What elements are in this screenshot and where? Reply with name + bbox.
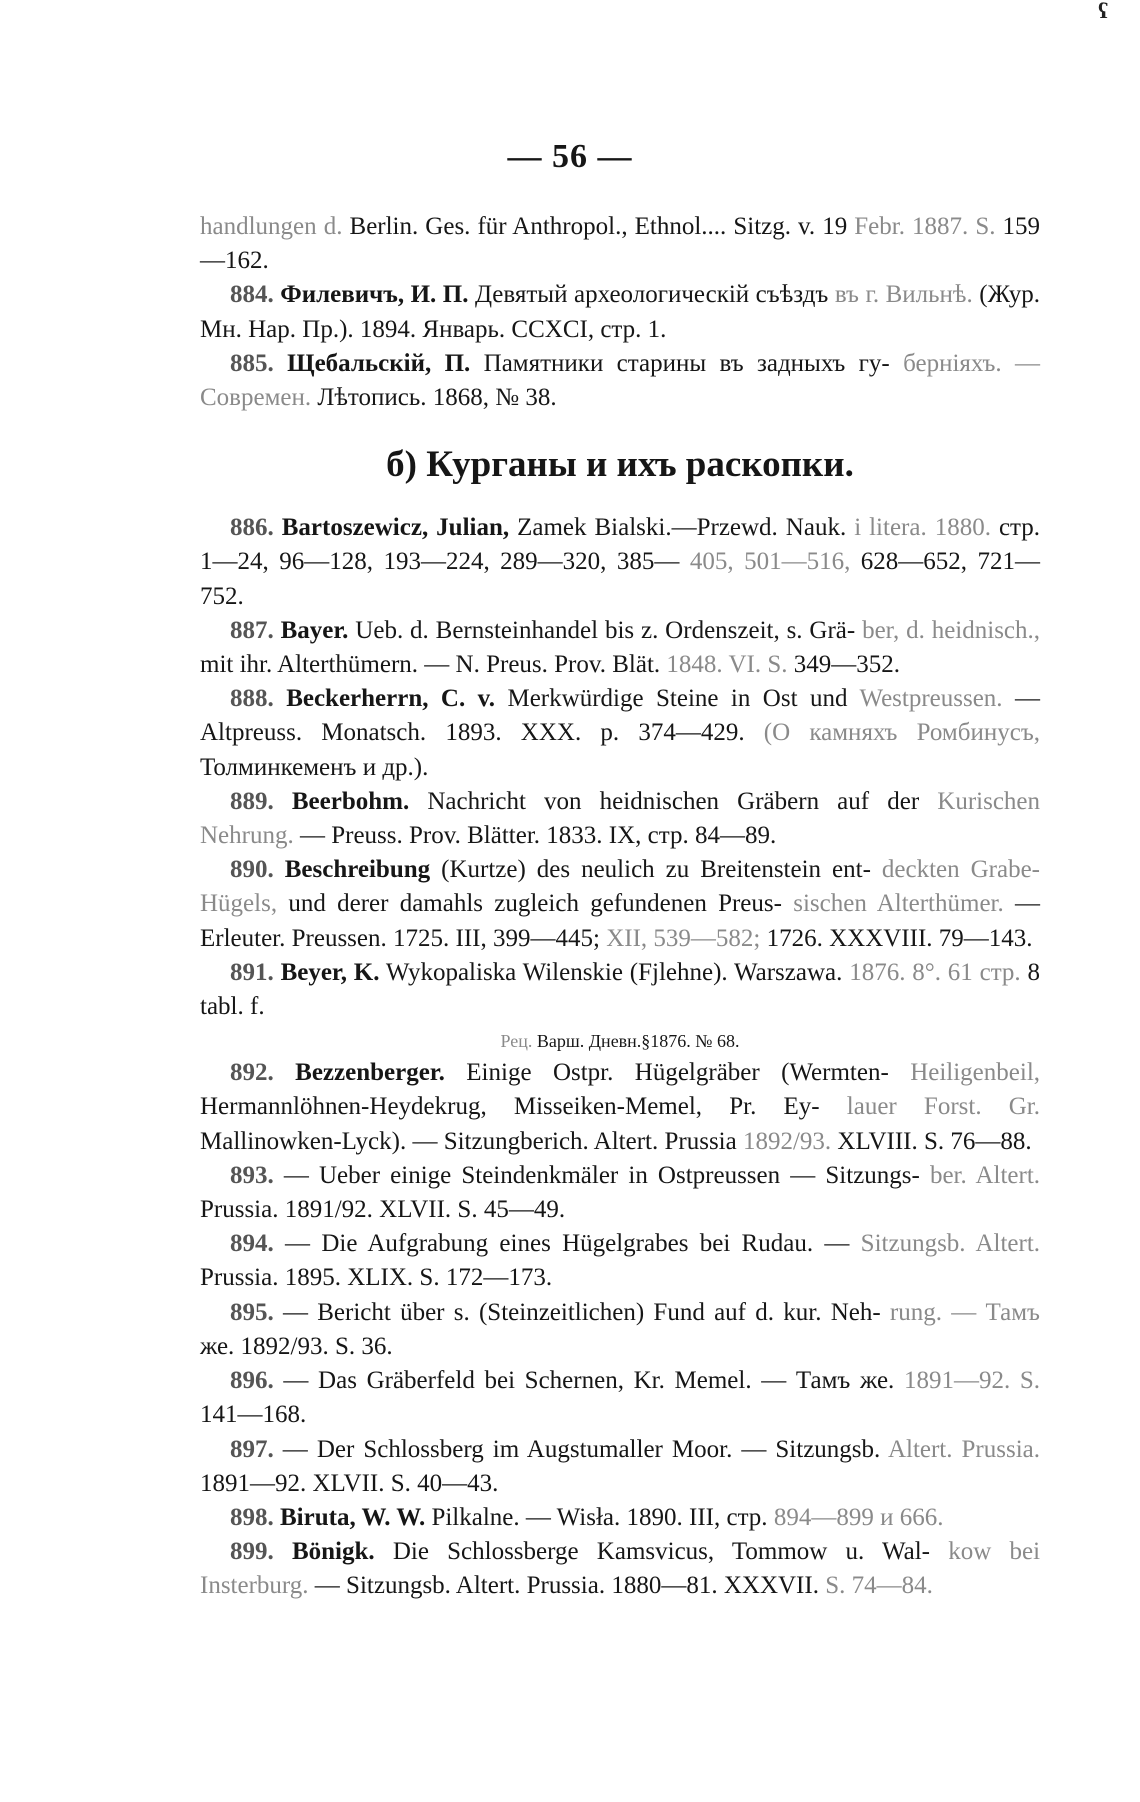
entry-text: — Ueber einige Steindenkmäler in Ostpreussen — Sitzungs- [283,1161,920,1189]
entry-number: 890. [230,856,274,884]
entry-text: 349—352. [793,651,900,679]
bibliography-entry [200,1159,1040,1227]
entry-text: (Kurtze) des neulich zu Breitenstein ent- [441,856,871,884]
bibliography-entry [200,278,1040,346]
entry-text: Nachricht von heidnischen Gräbern auf der [427,787,920,815]
entry-number: 885. [230,349,274,377]
entry-text: Pilkalne. — Wisła. 1890. III, стр. [431,1503,768,1531]
entry-number: 899. [230,1538,274,1566]
faded-text: берніяхъ. — Современ. [200,349,1041,412]
entry-text: же. 1892/93. S. 36. [200,1332,393,1360]
entry-text: und derer damahls zugleich gefundenen Preus- [288,890,782,918]
entry-text: — Die Aufgrabung eines Hügelgrabes bei Rudau. — [285,1230,850,1258]
entry-text: Einige Ostpr. Hügelgräber (Wermten- [466,1059,889,1087]
entry-text: Prussia. 1895. XLIX. S. 172—173. [200,1264,553,1292]
entry-text: Hermannlöhnen-Heydekrug, Misseiken-Memel, Pr. Ey- [200,1093,820,1121]
faded-text: Рец. [500,1031,533,1052]
faded-text: handlungen d. [200,213,343,240]
faded-text: Sitzungsb. Altert. [860,1230,1041,1258]
entry-number: 896. [230,1367,274,1395]
faded-text: Kurischen Nehrung. [200,787,1041,850]
faded-text: Altert. Prussia. [887,1435,1041,1463]
faded-text: deckten Grabe-Hügels, [200,856,1040,918]
entry-number: 893. [230,1161,274,1189]
entry-text: Девятый археологическій съѣздъ [474,281,829,309]
entry-author: Beckerherrn, C. v. [286,685,496,713]
entry-number: 892. [230,1059,274,1087]
entry-text: — Das Gräberfeld bei Schernen, Kr. Memel. — Тамъ же. [283,1367,895,1395]
bibliography-entry [200,614,1040,682]
bibliography-entry [200,1227,1040,1295]
entry-author: Филевичъ, И. П. [280,281,469,309]
entry-text: 159—162. [200,213,1041,275]
entry-text: 1891—92. XLVII. S. 40—43. [200,1469,499,1497]
entry-text: 141—168. [200,1401,307,1429]
entry-text: XLVIII. S. 76—88. [837,1127,1032,1155]
entry-text: Die Schlossberge Kamsvicus, Tommow u. Wal- [392,1538,931,1566]
bibliography-entry [200,1433,1040,1501]
entry-author: Bönigk. [291,1538,375,1566]
bibliography-entry [200,956,1040,1024]
entry-text: стр. 1—24, 96—128, 193—224, 289—320, 385— [200,514,1041,576]
entry-author: Bayer. [280,616,349,644]
faded-text: Febr. 1887. S. [854,213,996,240]
entry-text: Prussia. 1891/92. XLVII. S. 45—49. [200,1196,566,1224]
entry-author: Beschreibung [284,856,431,884]
entry-text: — Der Schlossberg im Augstumaller Moor. — Sitzungsb. [282,1435,881,1463]
faded-text: въ г. Вильнѣ. [834,281,973,309]
entry-text: 8 tabl. f. [200,958,1040,1021]
entry-text: — Bericht über s. (Steinzeitlichen) Fund auf d. kur. Neh- [283,1298,881,1326]
entry-author: Beerbohm. [291,787,410,815]
entry-author: Щебальскій, П. [287,349,471,377]
entry-text: mit ihr. Alterthümern. — N. Preus. Prov. Blät. [200,651,661,679]
entry-number: 886. [230,514,274,542]
faded-text: lauer Forst. Gr. [846,1093,1041,1121]
bibliography-column [200,210,1040,1604]
entry-author: Bartoszewicz, Julian, [281,514,510,542]
section-heading: б) Курганы и ихъ раскопки. [386,444,854,486]
faded-text: XII, 539—582; [606,924,761,952]
bibliography-entry [200,1364,1040,1432]
bibliography-entry [200,1501,1040,1535]
faded-text: rung. — Тамъ [889,1298,1040,1326]
entry-text: Ueb. d. Bernsteinhandel bis z. Ordenszeit, s. Grä- [355,616,856,644]
faded-text: kow bei Insterburg. [200,1538,1041,1600]
entry-text: 628—652, 721—752. [200,548,1040,610]
entry-number: 887. [230,616,274,644]
entry-text: — Preuss. Prov. Blätter. 1833. IX, стр. 84—89. [299,822,777,850]
faded-text: ber. Altert. [929,1161,1041,1189]
faded-text: 1848. VI. S. [666,651,788,679]
review-note [200,1026,1040,1056]
faded-text: (О камняхъ Ромбинусъ, [763,719,1040,747]
bibliography-entry [200,853,1040,956]
page-number: — 56 — [507,138,633,175]
corner-mark: ʕ [1098,0,1108,23]
faded-text: sischen Alterthümer. [793,890,1004,918]
bibliography-entry [200,1535,1040,1603]
review-note-text: Варш. Дневн.§1876. № 68. [536,1031,740,1052]
entry-text: Памятники старины въ задныхъ гу- [483,349,890,377]
entry-number: 894. [230,1230,274,1258]
bibliography-entry [200,785,1040,853]
bibliography-entry [200,1296,1040,1364]
entry-text: 1726. XXXVIII. 79—143. [766,924,1033,952]
entry-author: Beyer, K. [280,958,380,986]
entry-text: Лѣтопись. 1868, № 38. [317,384,557,412]
bibliography-entry [200,1056,1040,1159]
faded-text: ber, d. heidnisch., [862,616,1041,644]
faded-text: 894—899 и 666. [773,1503,944,1531]
entry-text: Толминкеменъ и др.). [200,753,429,781]
entry-text: Berlin. Ges. für Anthropol., Ethnol.... Sitzg. v. 19 [349,213,848,240]
faded-text: S. 74—84. [825,1572,933,1600]
faded-text: 405, 501—516, [689,548,851,576]
faded-text: 1891—92. S. [903,1367,1041,1395]
entry-author: Biruta, W. W. [280,1503,426,1531]
entry-number: 888. [230,685,274,713]
entry-number: 895. [230,1298,274,1326]
entry-text: — Sitzungsb. Altert. Prussia. 1880—81. XXXVII. [314,1572,819,1600]
entry-text: Zamek Bialski.—Przewd. Nauk. [517,514,847,542]
bibliography-entry [200,347,1040,415]
bibliography-entry [200,511,1040,614]
entry-number: 891. [230,958,274,986]
faded-text: 1892/93. [742,1127,832,1155]
entry-text: (Жур. Мн. Нар. Пр.). 1894. Январь. CCXCI, стр. 1. [200,281,1041,343]
faded-text: i litera. 1880. [854,514,991,542]
entry-number: 898. [230,1503,274,1531]
entry-number: 897. [230,1435,274,1463]
entry-text: — Erleuter. Preussen. 1725. III, 399—445; [200,890,1041,952]
entry-text: Merkwürdige Steine in Ost und [507,685,848,713]
continuation-entry [200,210,1040,278]
entry-number: 884. [230,281,274,309]
faded-text: Heiligenbeil, [910,1059,1041,1087]
entry-author: Bezzenberger. [295,1059,445,1087]
faded-text: 1876. 8°. 61 стр. [849,958,1021,986]
entry-number: 889. [230,787,274,815]
entry-text: — Altpreuss. Monatsch. 1893. XXX. p. 374—429. [200,685,1040,747]
entry-text: Mallinowken-Lyck). — Sitzungberich. Altert. Prussia [200,1127,737,1155]
faded-text: Westpreussen. [859,685,1003,713]
entry-text: Wykopaliska Wilenskie (Fjlehne). Warszawa. [385,958,843,986]
bibliography-entry [200,682,1040,785]
